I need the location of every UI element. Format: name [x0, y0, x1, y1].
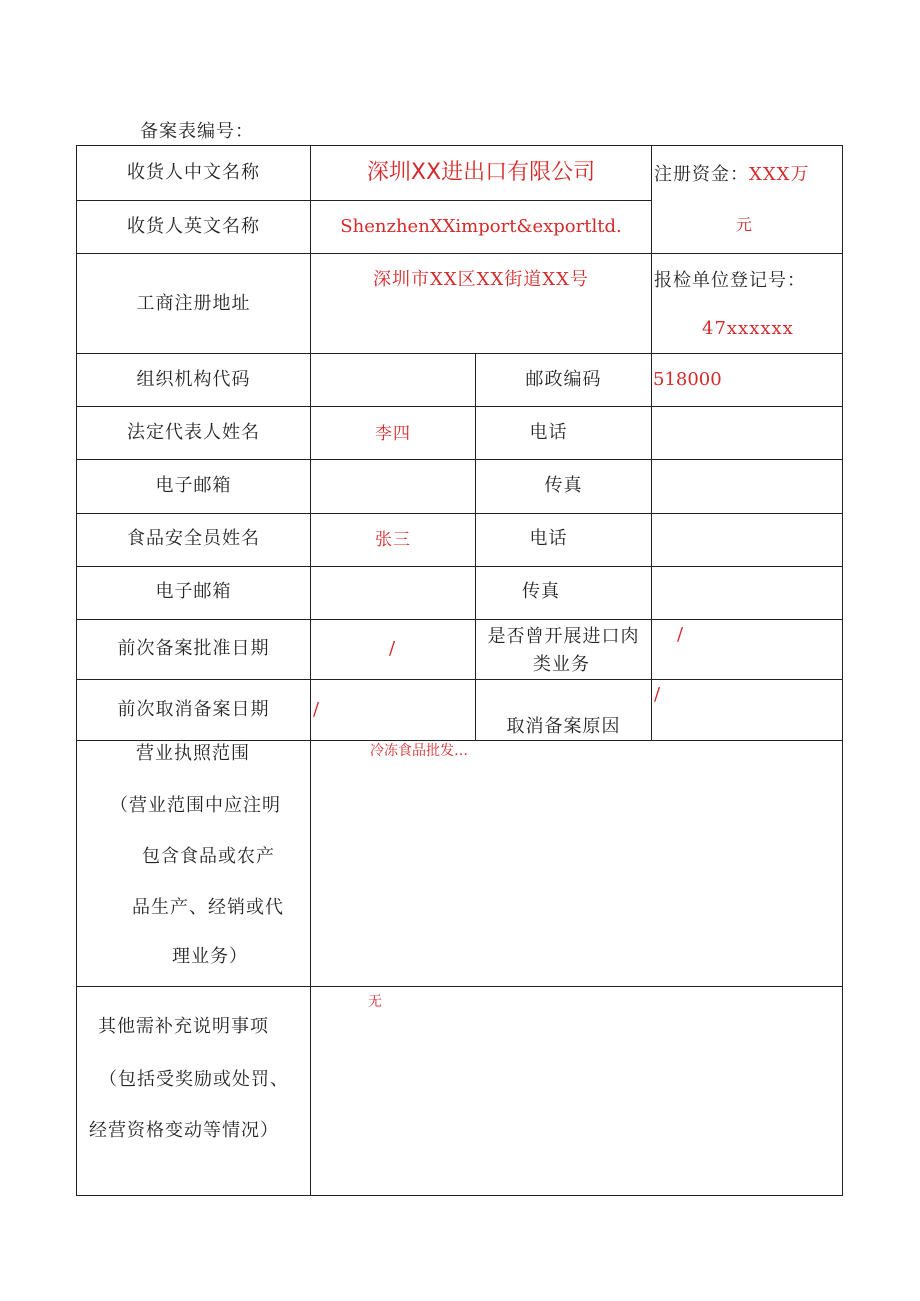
prev-approval-label: 前次备案批准日期	[117, 638, 270, 659]
registered-capital-value: XXX万	[749, 164, 810, 185]
row-divider-7	[76, 566, 843, 567]
license-scope-label-5: 理业务）	[172, 946, 248, 967]
row-divider-4	[76, 406, 843, 407]
food-safety-label: 食品安全员姓名	[127, 528, 260, 549]
row-divider-5	[76, 459, 843, 460]
inspection-reg-label: 报检单位登记号：	[654, 270, 806, 291]
food-email-label: 电子邮箱	[155, 581, 232, 602]
other-notes-label-3: 经营资格变动等情况）	[89, 1120, 279, 1141]
other-notes-label-1: 其他需补充说明事项	[98, 1016, 269, 1037]
row-divider-10	[76, 740, 843, 741]
row-divider-1	[76, 200, 652, 201]
meat-business-label-1: 是否曾开展进口肉	[487, 626, 640, 647]
postal-code-value: 518000	[653, 369, 722, 390]
consignee-en-label: 收货人英文名称	[127, 216, 260, 237]
row-divider-9	[76, 679, 843, 680]
col-divider-3	[651, 353, 652, 741]
cancel-reason-value: /	[654, 684, 661, 705]
consignee-cn-value: 深圳XX进出口有限公司	[366, 160, 596, 185]
table-border-right	[842, 145, 843, 1196]
prev-cancel-value: /	[313, 699, 320, 720]
license-scope-label-1: 营业执照范围	[136, 743, 250, 764]
food-phone-label: 电话	[529, 528, 568, 549]
prev-cancel-label: 前次取消备案日期	[117, 699, 270, 720]
meat-business-value: /	[677, 624, 684, 645]
license-scope-label-3: 包含食品或农产	[142, 846, 275, 867]
row-divider-8	[76, 619, 843, 620]
consignee-cn-label: 收货人中文名称	[127, 162, 260, 183]
org-code-label: 组织机构代码	[136, 369, 251, 390]
table-border-bottom	[76, 1195, 843, 1196]
food-safety-value: 张三	[375, 530, 411, 550]
registered-capital-cell	[654, 164, 809, 186]
row-divider-2	[76, 253, 843, 254]
license-scope-label-2: （营业范围中应注明	[110, 795, 281, 816]
legal-fax-label: 传真	[544, 475, 583, 496]
consignee-en-value: ShenzhenXXimport&exportltd.	[340, 216, 622, 237]
legal-email-label: 电子邮箱	[155, 475, 232, 496]
table-border-top	[76, 145, 843, 146]
legal-phone-label: 电话	[529, 422, 568, 443]
business-address-value: 深圳市XX区XX街道XX号	[373, 269, 589, 290]
other-notes-label-2: （包括受奖励或处罚、	[99, 1069, 289, 1090]
col-divider-1	[310, 145, 311, 1196]
row-divider-6	[76, 513, 843, 514]
license-scope-value: 冷冻食品批发…	[370, 743, 468, 759]
postal-code-label: 邮政编码	[525, 369, 602, 390]
col-divider-3-top	[651, 145, 652, 353]
other-notes-value: 无	[368, 994, 383, 1010]
legal-rep-value: 李四	[375, 424, 411, 444]
meat-business-label-2: 类业务	[533, 654, 590, 675]
legal-rep-label: 法定代表人姓名	[127, 422, 260, 443]
registered-capital-unit: 元	[736, 215, 754, 234]
row-divider-11	[76, 986, 843, 987]
prev-approval-value: /	[389, 638, 396, 659]
record-number-label: 备案表编号：	[140, 121, 254, 142]
inspection-reg-value: 47xxxxxx	[702, 318, 794, 339]
cancel-reason-label: 取消备案原因	[506, 716, 621, 737]
registered-capital-label: 注册资金：	[654, 164, 749, 185]
license-scope-label-4: 品生产、经销或代	[132, 897, 284, 918]
food-fax-label: 传真	[522, 581, 560, 602]
row-divider-3	[76, 353, 843, 354]
business-address-label: 工商注册地址	[136, 293, 251, 314]
